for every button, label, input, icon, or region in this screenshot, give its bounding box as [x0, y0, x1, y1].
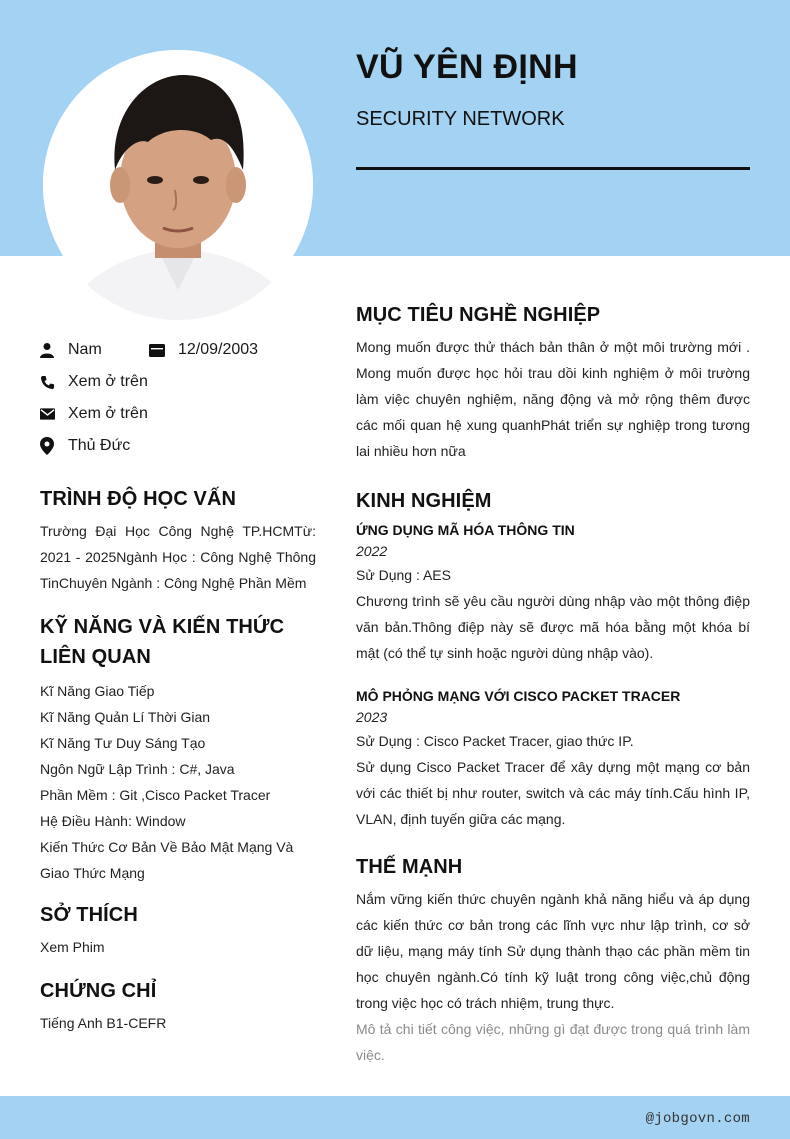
list-item: Kĩ Năng Tư Duy Sáng Tạo	[40, 735, 206, 751]
experience-item	[356, 520, 750, 666]
list-item: Kĩ Năng Quản Lí Thời Gian	[40, 709, 211, 725]
phone-icon	[38, 373, 56, 391]
mail-icon	[38, 405, 56, 423]
address-value: Thủ Đức	[68, 437, 131, 454]
phone-value: Xem ở trên	[68, 373, 148, 390]
birthday-row	[148, 341, 258, 359]
gender-row	[38, 341, 102, 359]
job-year: 2023	[356, 709, 388, 725]
job-tools: Sử Dụng : AES	[356, 567, 451, 583]
phone-row	[38, 373, 148, 391]
hobbies-heading: SỞ THÍCH	[40, 904, 138, 926]
education-text: Trường Đại Học Công Nghệ TP.HCMTừ: 2021 - 2025Ngành Học : Công Nghệ Thông TinChuyên Ngành : Công Nghệ Phần Mềm	[40, 523, 316, 591]
skills-list	[40, 678, 316, 886]
location-icon	[38, 437, 56, 455]
email-row	[38, 405, 148, 423]
strengths-placeholder: Mô tả chi tiết công việc, những gì đạt được trong quá trình làm việc.	[356, 1021, 750, 1063]
education-heading: TRÌNH ĐỘ HỌC VẤN	[40, 488, 237, 510]
hobbies-text: Xem Phim	[40, 939, 105, 955]
footer-watermark: @jobgovn.com	[645, 1111, 750, 1127]
objective-heading: MỤC TIÊU NGHỀ NGHIỆP	[356, 304, 601, 326]
job-year: 2022	[356, 543, 388, 559]
job-description: Sử dụng Cisco Packet Tracer để xây dựng một mạng cơ bản với các thiết bị như router, switch và các máy tính.Cấu hình IP, VLAN, định tuyến giữa các mạng.	[356, 759, 750, 827]
experience-item	[356, 686, 750, 832]
job-title: ỨNG DỤNG MÃ HÓA THÔNG TIN	[356, 522, 575, 538]
address-row	[38, 437, 130, 455]
email-value: Xem ở trên	[68, 405, 148, 422]
skills-heading: KỸ NĂNG VÀ KIẾN THỨC LIÊN QUAN	[40, 616, 285, 668]
calendar-icon	[148, 341, 166, 359]
job-position: SECURITY NETWORK	[356, 108, 565, 130]
right-column	[356, 300, 750, 1068]
left-column	[40, 484, 316, 1036]
experience-heading: KINH NGHIỆM	[356, 490, 492, 512]
strengths-text: Nắm vững kiến thức chuyên ngành khả năng hiểu và áp dụng các kiến thức cơ bản trong các lĩnh vực như lập trình, cơ sở dữ liệu, mạng máy tính Sử dụng thành thạo các phần mềm tin học chuyên ngành.Có tính kỹ luật trong công việc,chủ động trong việc học có trách nhiệm, trung thực.	[356, 891, 750, 1011]
certificates-heading: CHỨNG CHỈ	[40, 980, 157, 1002]
list-item: Hệ Điều Hành: Window	[40, 813, 186, 829]
list-item: Phần Mềm : Git ,Cisco Packet Tracer	[40, 787, 271, 803]
objective-text: Mong muốn được thử thách bản thân ở một môi trường mới . Mong muốn được học hỏi trau dồi kinh nghiệm ở môi trường làm việc chuyên nghiệm, năng động và mở rộng thêm được các mối quan hệ xung quanhPhát triển sự nghiệp trong tương lai nhiều hơn nữa	[356, 339, 750, 459]
job-tools: Sử Dụng : Cisco Packet Tracer, giao thức IP.	[356, 733, 634, 749]
birthday-value: 12/09/2003	[178, 341, 259, 358]
profile-photo	[43, 50, 313, 320]
list-item: Ngôn Ngữ Lập Trình : C#, Java	[40, 761, 235, 777]
strengths-heading: THẾ MẠNH	[356, 856, 463, 878]
certificates-text: Tiếng Anh B1-CEFR	[40, 1015, 167, 1031]
job-description: Chương trình sẽ yêu cầu người dùng nhập vào một thông điệp văn bản.Thông điệp này sẽ được mã hóa bằng một khóa bí mật (có thể tự sinh hoặc người dùng nhập vào).	[356, 593, 750, 661]
list-item: Kiến Thức Cơ Bản Về Bảo Mật Mạng Và Giao Thức Mạng	[40, 839, 294, 881]
gender-value: Nam	[68, 341, 102, 358]
job-title: MÔ PHỎNG MẠNG VỚI CISCO PACKET TRACER	[356, 688, 681, 704]
header-divider	[356, 167, 750, 170]
list-item: Kĩ Năng Giao Tiếp	[40, 683, 155, 699]
candidate-name: VŨ YÊN ĐỊNH	[356, 48, 578, 86]
person-icon	[38, 341, 56, 359]
